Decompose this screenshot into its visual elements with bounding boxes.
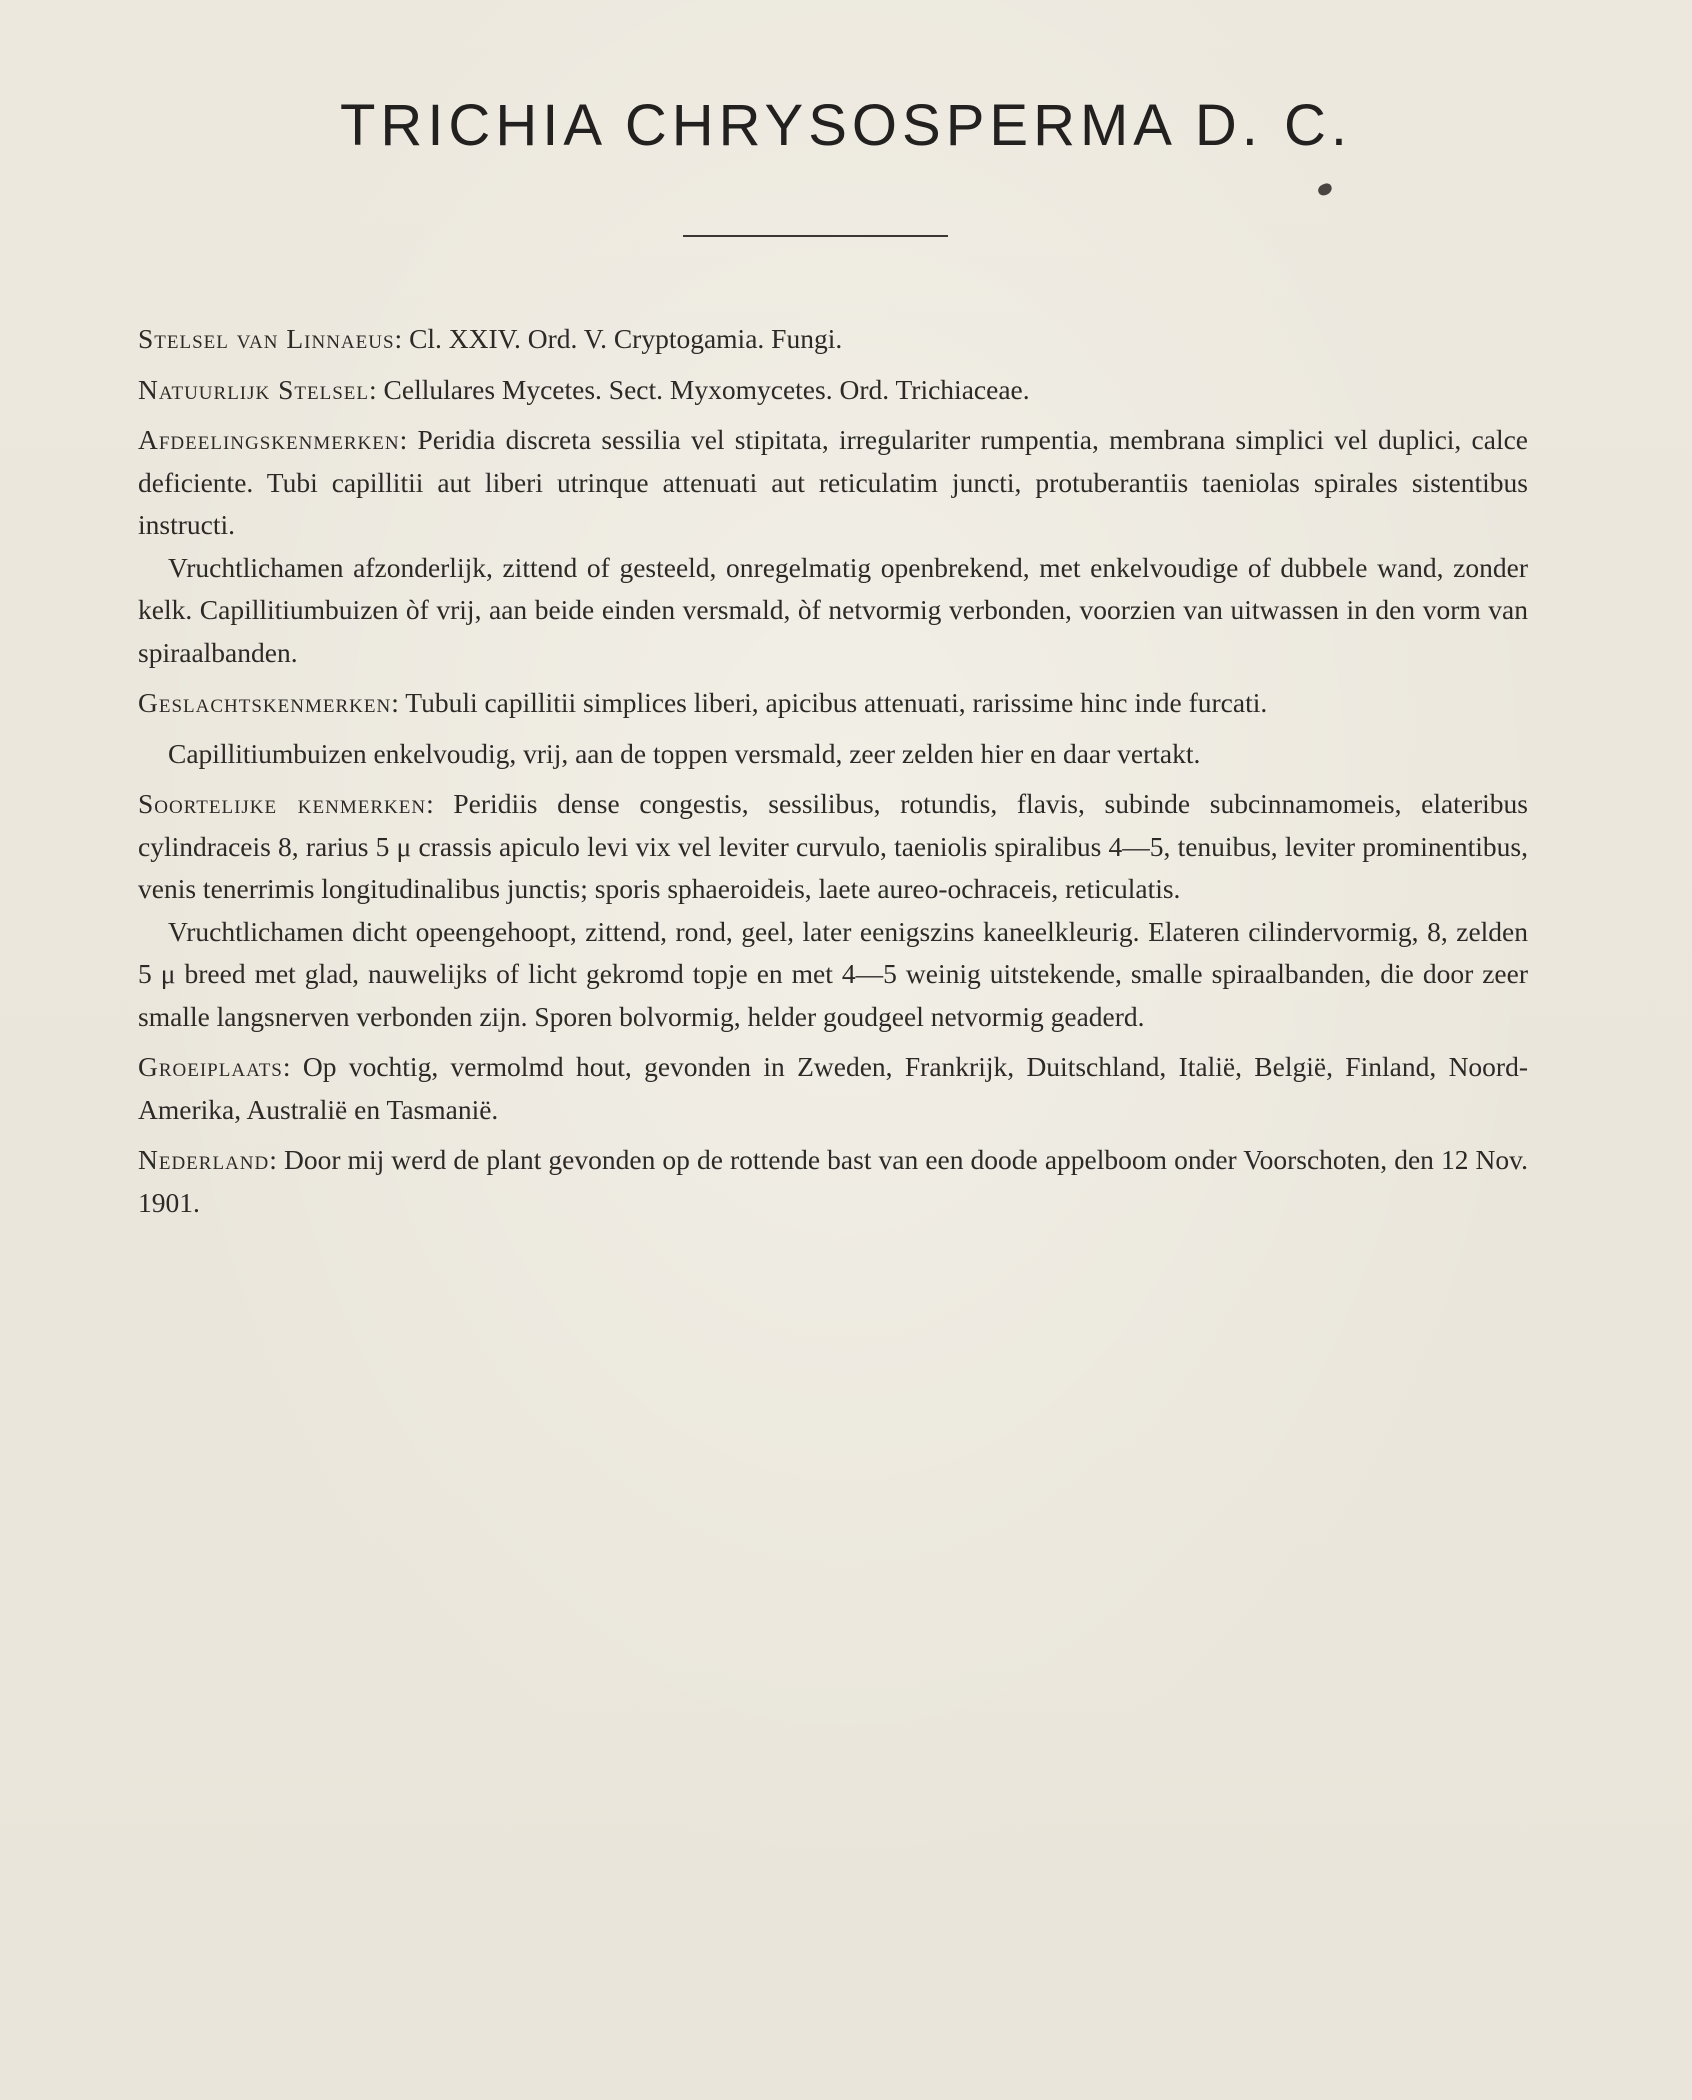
- genus-latin-paragraph: [138, 682, 1528, 725]
- species-label: Soortelijke kenmerken: [138, 788, 427, 819]
- division-latin-paragraph: [138, 419, 1528, 547]
- ink-spot: [1317, 182, 1334, 197]
- natural-text: Cellulares Mycetes. Sect. Myxomycetes. Ord. Trichiaceae.: [383, 373, 1030, 405]
- natural-paragraph: [138, 369, 1528, 412]
- habitat-paragraph: [138, 1046, 1528, 1131]
- species-dutch-paragraph: Vruchtlichamen dicht opeengehoopt, zittend, rond, geel, later eenigszins kaneelkleurig. Elateren cilindervormig, 8, zelden 5 μ breed met glad, nauwelijks of licht gekromd topje en met 4—5 weinig uitstekende, smalle spiraalbanden, die door zeer smalle langsnerven verbonden zijn. Sporen bolvormig, helder goudgeel netvormig geaderd.: [138, 915, 1528, 1032]
- separator: :: [269, 1144, 284, 1175]
- genus-dutch-paragraph: Capillitiumbuizen enkelvoudig, vrij, aan de toppen versmald, zeer zelden hier en daar vertakt.: [168, 737, 1201, 769]
- genus-latin-text: Tubuli capillitii simplices liberi, apicibus attenuati, rarissime hinc inde furcati.: [405, 687, 1268, 718]
- title-rule: [683, 235, 948, 237]
- separator: :: [369, 373, 384, 405]
- natural-label: Natuurlijk Stelsel: [138, 373, 370, 405]
- linnaeus-label: Stelsel van Linnaeus: [138, 323, 395, 354]
- netherlands-label: Nederland: [138, 1144, 270, 1175]
- separator: :: [282, 1051, 303, 1082]
- document-body: [138, 318, 1528, 1224]
- division-latin-text: Peridia discreta sessilia vel stipitata, irregulariter rumpentia, membrana simplici vel duplici, calce deficiente. Tubi capillitii aut liberi utrinque attenuati aut reticulatim juncti, protuberantiis taeniolas spirales sistentibus instructi.: [138, 424, 1529, 540]
- page-title: TRICHIA CHRYSOSPERMA D. C.: [340, 93, 1352, 158]
- species-latin-text: Peridiis dense congestis, sessilibus, rotundis, flavis, subinde subcinnamomeis, elateribus cylindraceis 8, rarius 5 μ crassis apiculo levi vix vel leviter curvulo, taeniolis spiralibus 4—5, tenuibus, leviter prominentibus, venis tenerrimis longitudinalibus junctis; sporis sphaeroideis, laete aureo-ochraceis, reticulatis.: [138, 788, 1529, 904]
- separator: :: [394, 323, 410, 354]
- separator: :: [391, 687, 406, 718]
- netherlands-text: Door mij werd de plant gevonden op de rottende bast van een doode appelboom onder Voorschoten, den 12 Nov. 1901.: [138, 1144, 1528, 1218]
- habitat-text: Op vochtig, vermolmd hout, gevonden in Zweden, Frankrijk, Duitschland, Italië, België, Finland, Noord-Amerika, Australië en Tasmanië.: [138, 1051, 1528, 1125]
- division-label: Afdeelingskenmerken: [138, 424, 400, 455]
- netherlands-paragraph: [138, 1139, 1528, 1224]
- linnaeus-paragraph: [138, 318, 1528, 361]
- genus-label: Geslachtskenmerken: [138, 687, 392, 718]
- linnaeus-text: Cl. XXIV. Ord. V. Cryptogamia. Fungi.: [409, 323, 843, 354]
- separator: :: [399, 424, 418, 455]
- separator: :: [426, 788, 454, 819]
- division-dutch-paragraph: Vruchtlichamen afzonderlijk, zittend of gesteeld, onregelmatig openbrekend, met enkelvoudige of dubbele wand, zonder kelk. Capillitiumbuizen òf vrij, aan beide einden versmald, òf netvormig verbonden, voorzien van uitwassen in den vorm van spiraalbanden.: [138, 551, 1528, 668]
- habitat-label: Groeiplaats: [138, 1051, 283, 1082]
- species-latin-paragraph: [138, 783, 1528, 911]
